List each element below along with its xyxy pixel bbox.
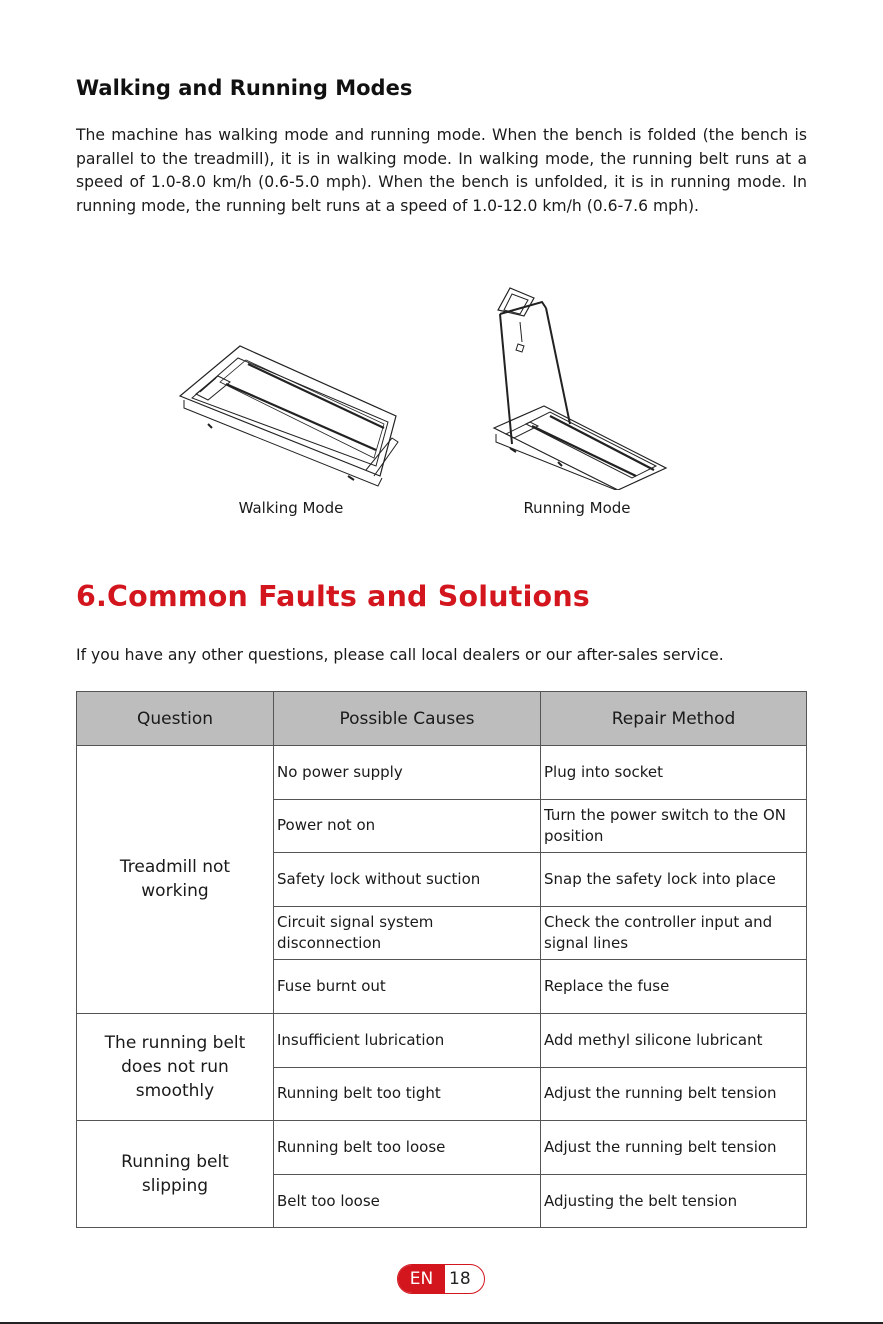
column-header-question: Question [77,692,274,746]
table-row [77,746,807,800]
method-cell: Adjusting the belt tension [541,1174,807,1228]
cause-cell: Insufficient lubrication [274,1013,541,1067]
method-cell: Snap the safety lock into place [541,853,807,907]
page-number-badge [397,1264,485,1294]
language-label: EN [398,1265,445,1293]
method-cell: Adjust the running belt tension [541,1067,807,1121]
method-cell: Add methyl silicone lubricant [541,1013,807,1067]
section-heading-modes: Walking and Running Modes [76,76,413,100]
cause-cell: Fuse burnt out [274,960,541,1014]
running-mode-caption: Running Mode [523,499,631,517]
cause-cell: No power supply [274,746,541,800]
cause-cell: Power not on [274,799,541,853]
column-header-method: Repair Method [541,692,807,746]
running-mode-illustration [486,284,672,490]
cause-cell: Belt too loose [274,1174,541,1228]
cause-cell: Running belt too tight [274,1067,541,1121]
question-text: Treadmill not working [119,857,231,902]
page-number: 18 [449,1269,471,1289]
method-cell: Adjust the running belt tension [541,1121,807,1175]
question-cell [77,1121,274,1228]
method-cell: Check the controller input and signal lines [541,906,807,960]
question-text: Running belt slipping [121,1152,229,1197]
faults-note: If you have any other questions, please call local dealers or our after-sales service. [76,646,724,664]
table-header-row [77,692,807,746]
section-heading-faults: 6.Common Faults and Solutions [76,580,590,613]
method-cell: Turn the power switch to the ON position [541,799,807,853]
cause-cell: Circuit signal system disconnection [274,906,541,960]
method-cell: Replace the fuse [541,960,807,1014]
question-text: The running belt does not run smoothly [104,1033,246,1102]
walking-mode-caption: Walking Mode [238,499,344,517]
table-row [77,1013,807,1067]
faults-table [76,691,807,1228]
table-row [77,1121,807,1175]
question-cell [77,1013,274,1120]
modes-paragraph: The machine has walking mode and running mode. When the bench is folded (the bench is parallel to the treadmill), it is in walking mode. In walking mode, the running belt runs at a speed of 1.0-8.0 km/h (0.6-5.0 mph). When the bench is unfolded, it is in running mode. In running mode, the running belt runs at a speed of 1.0-12.0 km/h (0.6-7.6 mph). [76,126,807,215]
walking-mode-illustration [178,330,412,490]
cause-cell: Running belt too loose [274,1121,541,1175]
question-cell [77,746,274,1014]
cause-cell: Safety lock without suction [274,853,541,907]
column-header-causes: Possible Causes [274,692,541,746]
method-cell: Plug into socket [541,746,807,800]
